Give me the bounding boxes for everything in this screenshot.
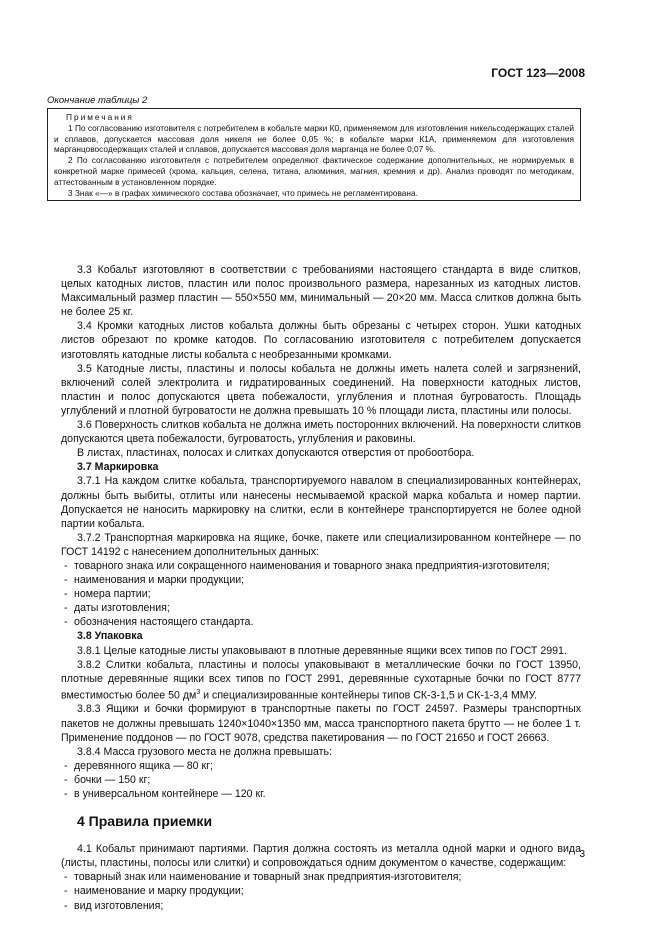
subsection-heading-3-8: 3.8 Упаковка (77, 630, 143, 643)
list-item: - наименование и марку продукции; (61, 884, 581, 898)
list-item: - наименования и марки продукции; (61, 573, 581, 587)
list-item: - в универсальном контейнере — 120 кг. (61, 787, 581, 801)
document-id: ГОСТ 123—2008 (491, 66, 585, 80)
paragraph-3-7-1: 3.7.1 На каждом слитке кобальта, транспортируемого навалом в специализированных контейнерах, должны быть выбиты, отлиты или нанесены несмываемой краской марка кобальта и номер партии. Допускается не наносить маркировку на слитки, если в контейнере транспортируется не более одной партии кобальта. (61, 475, 581, 530)
notes-box (47, 108, 581, 201)
list-item: - товарного знака или сокращенного наименования и товарного знака предприятия-изготовителя; (61, 559, 581, 573)
paragraph-3-4: 3.4 Кромки катодных листов кобальта должны быть обрезаны с четырех сторон. Ушки катодных листов обрезают по кромке катодов. По согласованию изготовителя с потребителем допускается изготовлять катодные листы кобальта с необрезанными кромками. (61, 320, 581, 361)
paragraph-3-8-1: 3.8.1 Целые катодные листы упаковывают в плотные деревянные ящики всех типов по ГОСТ 2991. (77, 644, 567, 657)
list-item: - товарный знак или наименование и товарный знак предприятия-изготовителя; (61, 870, 581, 884)
subsection-heading-3-7: 3.7 Маркировка (77, 461, 159, 474)
page-number: 3 (579, 849, 585, 860)
paragraph-3-8-2 (61, 658, 581, 703)
list-item: - даты изготовления; (61, 601, 581, 615)
paragraph-3-6-extra: В листах, пластинах, полосах и слитках допускаются отверстия от пробоотбора. (77, 447, 475, 460)
paragraph-3-7-2: 3.7.2 Транспортная маркировка на ящике, бочке, пакете или специализированном контейнере — по ГОСТ 14192 с нанесением дополнительных данных: (61, 531, 581, 558)
paragraph-3-5: 3.5 Катодные листы, пластины и полосы кобальта не должны иметь налета солей и загрязнений, включений солей электролита и гидратированных соединений. На поверхности катодных листов, пластин и полос допускаются цвета побежалости, углубления и плотная бугроватость. Площадь углублений и плотной бугроватости не должна превышать 10 % площади листа, пластины или полосы. (61, 362, 581, 417)
notes-title: Примечания (66, 112, 134, 122)
section-heading-4: 4 Правила приемки (77, 813, 213, 830)
list-item: - деревянного ящика — 80 кг; (61, 759, 581, 773)
table-continuation-caption: Окончание таблицы 2 (47, 95, 148, 106)
paragraph-4-1: 4.1 Кобальт принимают партиями. Партия должна состоять из металла одной марки и одного вида (листы, пластины, полосы или слитки) и сопровождаться одним документом о качестве, содержащим: (61, 843, 581, 870)
paragraph-3-8-3: 3.8.3 Ящики и бочки формируют в транспортные пакеты по ГОСТ 24597. Размеры транспортных пакетов не должны превышать 1240×1040×1350 мм, масса транспортного пакета брутто — не более 1 т. Применение поддонов — по ГОСТ 9078, средства пакетирования — по ГОСТ 21650 и ГОСТ 26663. (61, 703, 581, 744)
note-item: 1 По согласованию изготовителя с потребителем в кобальте марки К0, применяемом для изготовления никельсодержащих сталей и сплавов, допускается массовая доля никеля не более 0,05 %; в кобальте марки К1А, применяемом для изготовления марганцовосодержащих сталей и сплавов, допускается массовая доля марганца не более 0,07 %. (54, 122, 574, 155)
superscript-cube: 3 (196, 688, 201, 696)
list-item: - обозначения настоящего стандарта. (61, 615, 581, 629)
list-item: - номера партии; (61, 587, 581, 601)
paragraph-3-8-4: 3.8.4 Масса грузового места не должна превышать: (77, 745, 332, 758)
paragraph-3-6: 3.6 Поверхность слитков кобальта не должна иметь посторонних включений. На поверхности слитков допускаются цвета побежалости, бугроватость, углубления и раковины. (61, 419, 581, 446)
document-body (61, 263, 581, 913)
note-item: 3 Знак «—» в графах химического состава обозначает, что примесь не регламентирована. (68, 187, 418, 198)
paragraph-3-8-2-text-a: 3.8.2 Слитки кобальта, пластины и полосы упаковывают в металлические бочки по ГОСТ 13950, плотные деревянные ящики всех типов по ГОСТ 2991, деревянные сухотарные бочки по ГОСТ 8777 вместимостью более 50 дм (61, 658, 581, 702)
list-item: - вид изготовления; (61, 899, 581, 913)
paragraph-3-8-2-text-b: и специализированные контейнеры типов СК-3-1,5 и СК-1-3,4 ММУ. (200, 689, 537, 702)
note-item: 2 По согласованию изготовителя с потребителем определяют фактическое содержание дополнительных, не нормируемых в конкретной марке примесей (хрома, кальция, селена, титана, алюминия, магния, кремния и др). Анализ проводят по методикам, аттестованным в установленном порядке. (54, 155, 574, 187)
list-item: - бочки — 150 кг; (61, 773, 581, 787)
paragraph-3-3: 3.3 Кобальт изготовляют в соответствии с требованиями настоящего стандарта в виде слитков, целых катодных листов, пластин или полос произвольного размера, нарезанных из катодных листов. Максимальный размер пластин — 550×550 мм, минимальный — 20×20 мм. Масса слитков должна быть не более 25 кг. (61, 264, 581, 319)
